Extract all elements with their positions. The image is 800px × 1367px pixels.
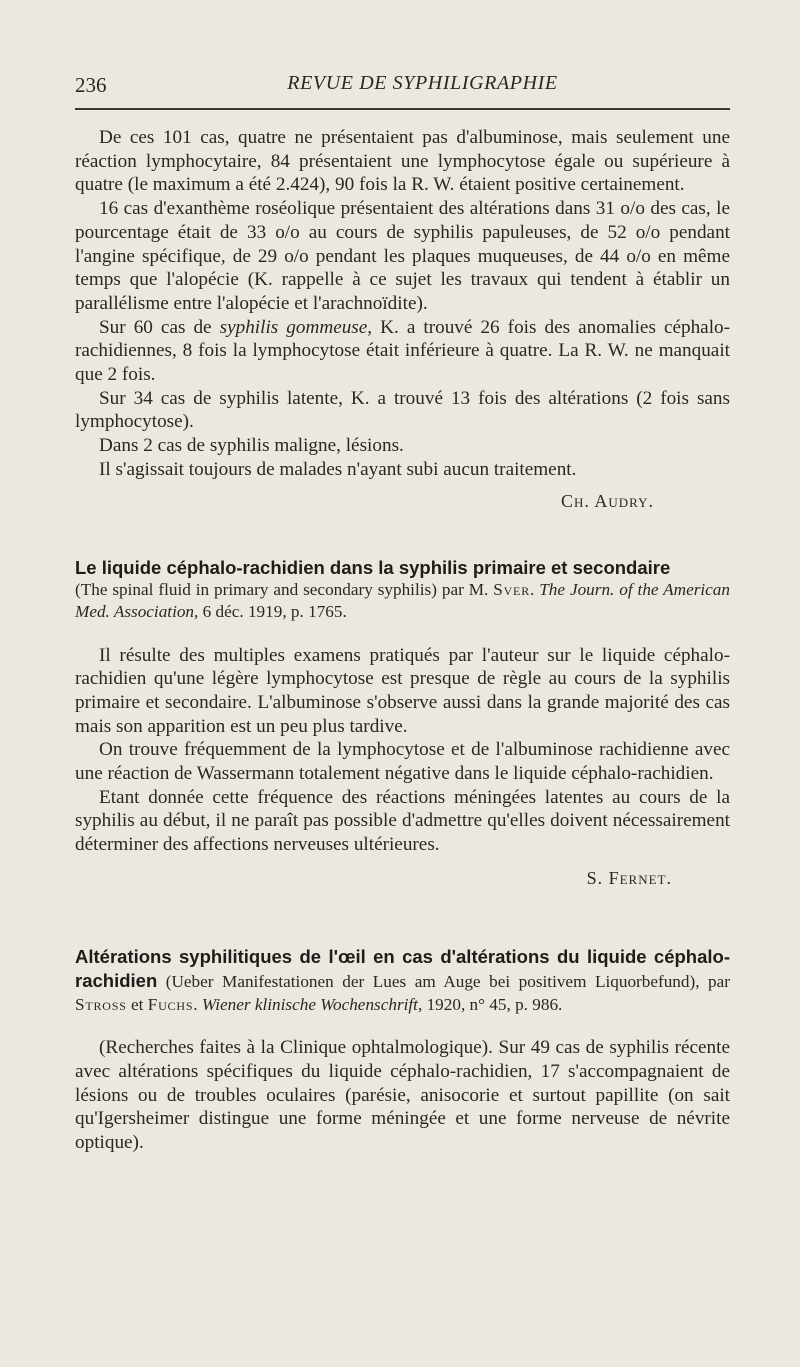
ref-tail: 6 déc. 1919, p. 1765. — [198, 602, 347, 622]
ref-and: et — [126, 994, 148, 1014]
header-rule — [75, 108, 730, 110]
paragraph: Dans 2 cas de syphilis maligne, lésions. — [99, 435, 404, 457]
ref-tail: 1920, n° 45, p. 986. — [422, 994, 563, 1014]
paragraph: Il résulte des multiples examens pratiqués par l'auteur sur le liquide céphalo-rachidien qu'une légère lymphocytose est presque de règle au cours de la syphilis primaire et secondaire. L'albuminose s'observe aussi dans la grande majorité des cas mais son apparition est un peu plus tardive. — [75, 644, 730, 737]
ref-text: (The spinal fluid in primary and secondary syphilis) par M. — [75, 579, 494, 599]
article-title: Altérations syphilitiques de l'œil en cas d'altérations du liquide céphalo-rachidien — [75, 945, 730, 992]
paragraph: Sur 34 cas de syphilis latente, K. a trouvé 13 fois des altérations (2 fois sans lymphocytose). — [75, 387, 730, 433]
author-signature: Ch. Audry. — [560, 490, 654, 511]
text: Sur 60 cas de — [99, 316, 220, 338]
paragraph: Il s'agissait toujours de malades n'ayant subi aucun traitement. — [99, 458, 577, 480]
article-continued — [75, 126, 730, 512]
article — [75, 556, 730, 889]
ref-author: Stross — [75, 994, 127, 1014]
article-title: Le liquide céphalo-rachidien dans la syphilis primaire et secondaire — [75, 556, 671, 578]
ref-author: Fuchs — [147, 994, 194, 1014]
ref-journal: Wiener klinische Wochenschrift, — [201, 994, 423, 1014]
paragraph — [75, 316, 730, 387]
ref-journal: The Journ. of the American Med. Association, — [75, 579, 730, 622]
paragraph: (Recherches faites à la Clinique ophtalmologique). Sur 49 cas de syphilis récente avec altérations spécifiques du liquide céphalo-rachidien, 17 s'accompagnaient de lésions ou de troubles oculaires (parésie, anisocorie et surtout papillite (on sait qu'Igersheimer distingue une forme méningée et une forme nerveuse de névrite optique). — [75, 1037, 730, 1154]
text: , K. a trouvé 26 fois des anomalies céphalo-rachidiennes, 8 fois la lymphocytose était inférieure à quatre. La R. W. ne manquait que 2 fois. — [75, 316, 731, 386]
page-number: 236 — [75, 73, 107, 97]
paragraph: De ces 101 cas, quatre ne présentaient pas d'albuminose, mais seulement une réaction lymphocytaire, 84 présentaient une lymphocytose égale ou supérieure à quatre (le maximum a été 2.424), 90 fois la R. W. étaient positive certainement. — [75, 127, 730, 196]
article-heading — [75, 945, 730, 1017]
spacer — [75, 889, 730, 945]
page-body — [75, 126, 730, 1155]
article-reference — [75, 579, 730, 624]
spacer — [75, 512, 730, 556]
spacer — [75, 624, 730, 644]
paragraph: On trouve fréquemment de la lymphocytose et de l'albuminose rachidienne avec une réaction de Wassermann totalement négative dans le liquide céphalo-rachidien. — [75, 739, 730, 785]
ref-sep: . — [530, 579, 540, 599]
ref-sep: . — [193, 994, 202, 1014]
author-signature: S. Fernet. — [586, 867, 672, 888]
article — [75, 945, 730, 1155]
spacer — [75, 1016, 730, 1036]
paragraph: 16 cas d'exanthème roséolique présentaient des altérations dans 31 o/o des cas, le pourcentage était de 33 o/o au cours de syphilis papuleuses, de 52 o/o pendant l'angine spécifique, de 29 o/o pendant les plaques muqueuses, de 44 o/o en même temps que l'alopécie (K. rappelle à ce sujet les travaux qui tendent à établir un parallélisme entre l'alopécie et l'arachnoïdite). — [75, 198, 730, 314]
page-header — [75, 70, 730, 100]
paragraph: Etant donnée cette fréquence des réactions méningées latentes au cours de la syphilis au début, il ne paraît pas possible d'admettre qu'elles doivent nécessairement déterminer des affections nerveuses ultérieures. — [75, 786, 730, 856]
running-title: REVUE DE SYPHILIGRAPHIE — [287, 72, 558, 94]
ref-text: (Ueber Manifestationen der Lues am Auge bei positivem Liquorbefund), par — [157, 972, 730, 992]
italic-term: syphilis gommeuse — [219, 316, 368, 338]
ref-author: Sver — [493, 579, 530, 599]
